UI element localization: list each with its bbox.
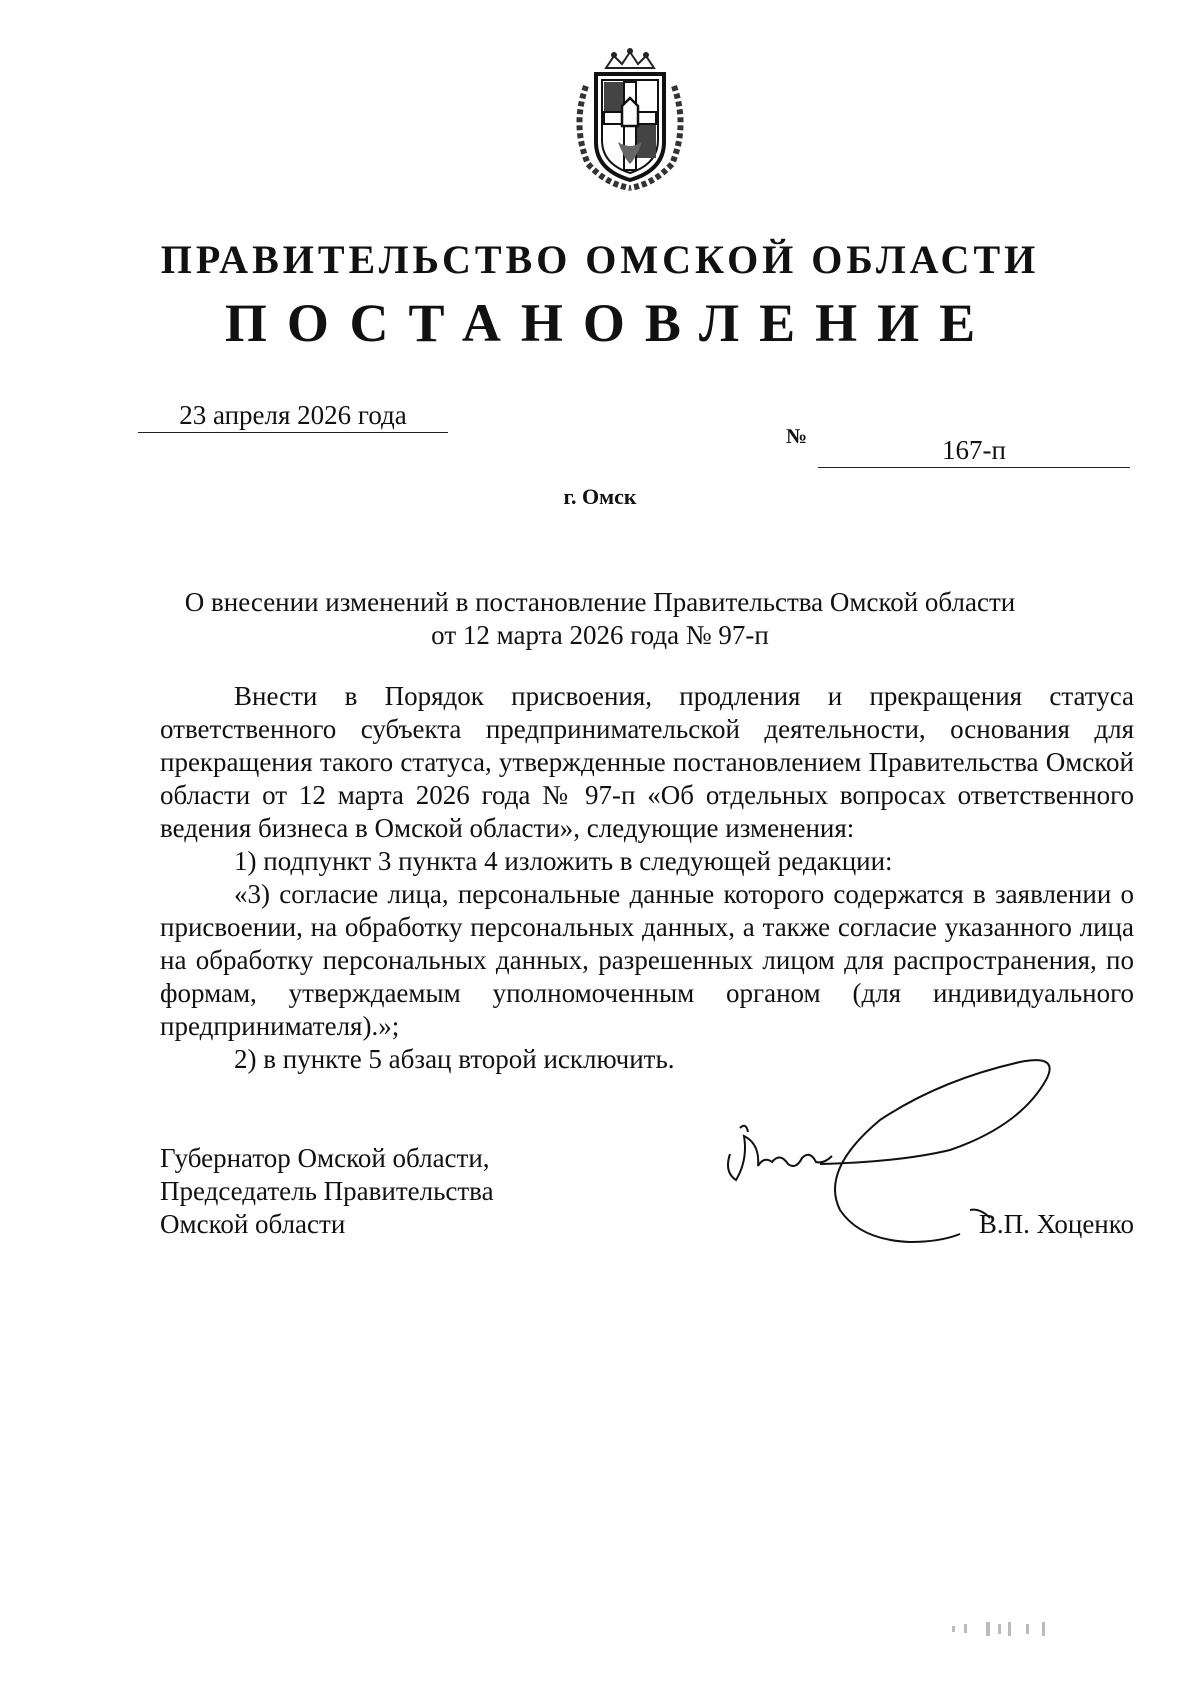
position-line: Губернатор Омской области,: [160, 1143, 490, 1173]
city-label: г. Омск: [563, 484, 637, 509]
organization-name: ПРАВИТЕЛЬСТВО ОМСКОЙ ОБЛАСТИ: [160, 237, 1040, 282]
position-line: Омской области: [160, 1209, 346, 1239]
document-body: [160, 680, 1134, 1076]
body-paragraph: 2) в пункте 5 абзац второй исключить.: [234, 1044, 675, 1074]
signatory-position: [160, 1142, 560, 1241]
document-date: 23 апреля 2026 года: [179, 400, 407, 430]
number-underline: [818, 467, 1130, 468]
number-sign: №: [786, 424, 808, 448]
body-paragraph: «3) согласие лица, персональные данные которого содержатся в заявлении о присвоении, на обработку персональных данных, а также согласие указанного лица на обработку персональных данных, разрешенных лицом для распространения, по формам, утверждаемым уполномоченным органом (для индивидуального предпринимателя).»;: [160, 879, 1134, 1041]
body-paragraph: Внести в Порядок присвоения, продления и прекращения статуса ответственного субъекта предпринимательской деятельности, основания для прекращения такого статуса, утвержденные постановлением Правительства Омской области от 12 марта 2026 года № 97-п «Об отдельных вопросах ответственного ведения бизнеса в Омской области», следующие изменения:: [160, 681, 1134, 843]
coat-of-arms-icon: [566, 46, 694, 192]
body-paragraph: 1) подпункт 3 пункта 4 изложить в следующей редакции:: [234, 846, 893, 876]
signer-name: В.П. Хоценко: [978, 1209, 1134, 1239]
position-line: Председатель Правительства: [160, 1176, 494, 1206]
document-title-line-2: от 12 марта 2026 года № 97-п: [431, 620, 769, 650]
document-number: 167-п: [942, 435, 1006, 465]
scan-marks: [946, 1614, 1106, 1644]
document-type-heading: ПОСТАНОВЛЕНИЕ: [224, 293, 996, 353]
document-title-line-1: О внесении изменений в постановление Правительства Омской области: [184, 587, 1016, 617]
date-underline: [138, 432, 448, 433]
document-title: [0, 586, 1200, 652]
